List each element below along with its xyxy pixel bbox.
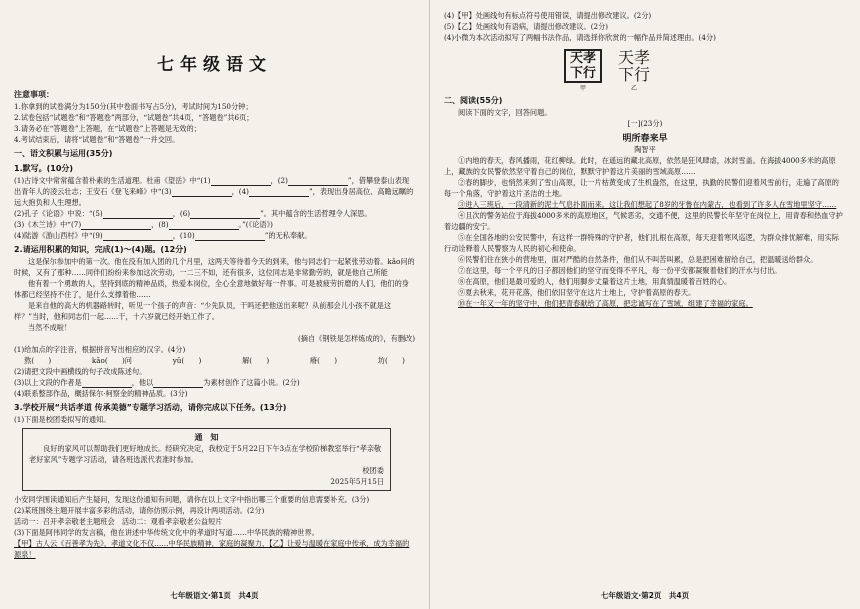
q3-3-sub-2: (5)【乙】处画线句有语病，请提出修改建议。(2分)	[444, 22, 609, 31]
q1-1-text-d: ，(4)	[231, 187, 249, 196]
q1-1-text-c: ”，借攀登泰山表现出青年人的凌云壮志；王安石《登飞来峰》中“(3)	[14, 176, 410, 196]
essay-body	[444, 155, 846, 309]
caption-b: 乙	[631, 85, 638, 92]
essay-paragraph: ④且次的警务站位于海拔4000多米的高原地区，气候恶劣，交通不便，这里的民警长年坚守在岗位上，用青春和热血守护着边疆的安宁。	[444, 211, 843, 231]
question-1: 1.默写。(10分)	[14, 164, 74, 173]
q3-4: (4)小微为本次活动拟写了两幅书法作品，请选择你欣赏的一幅作品并简述理由。(4分)	[444, 33, 716, 42]
essay-paragraph: ①内地的春天，春风播雨，花红柳绿。此时，在遥远的藏北高原，依然是狂风肆虐，冰封雪盖。在海拔4000多米的高原上，藏族的女民警依然坚守着自己的岗位，默默守护着这片美丽的雪域高原……	[444, 156, 836, 176]
question-2: 2.请运用积累的知识，完成(1)～(4)题。(12分)	[14, 245, 187, 254]
q1-2-text-a: (2)孔子《论语》中说：“(5)	[14, 209, 103, 218]
notice-title: 通 知	[194, 432, 219, 442]
section-2-heading: 二、阅读(55分)	[444, 96, 503, 105]
pinyin-item: 解( )	[242, 356, 270, 365]
q1-4-text-a: (4)陆游《游山西村》中“(9)	[14, 231, 103, 240]
answer-blank[interactable]	[81, 221, 151, 230]
q1-4-text-c: ”的无私奉献。	[264, 231, 312, 240]
q3-1-question: 小安同学围读通知后产生疑问，发现这份通知有问题，请你在以上文字中指出哪三个重要的信息需要补充。(3分)	[14, 495, 370, 504]
note-3: 3.请务必在“答题卷”上答题，在“试题卷”上答题是无效的；	[14, 124, 201, 133]
q1-3-text-c: 。”(《论语》)	[238, 220, 273, 229]
essay-paragraph: ②春的脚步，也悄然来到了雪山高原，让一片枯黄变成了生机盎然，在这里，执勤的民警们迎着风雪前行，走遍了高原的每一个角落，守护着这片圣洁的土地。	[444, 178, 839, 198]
notice-box	[22, 428, 391, 491]
q3-3-sub-1: (4)【甲】处画线句有标点符号使用错误，请提出修改建议。(2分)	[444, 11, 652, 20]
answer-blank[interactable]	[103, 210, 173, 219]
notes-block	[14, 89, 415, 145]
passage-paragraph: 这是保尔参加中的第一次。他在没有加入团的几个月里，这两天等待着今天的到来，他与同志们一起紧张劳动着。kǎo问的时候，又有了那种……同伴们纷纷来参加这次劳动，一二三不如，还有很多，这位同志是非常勤劳的，就是他自己所能	[14, 257, 415, 277]
q2-2: (2)请把文段中画横线的句子改成陈述句。	[14, 367, 147, 376]
reading-part-1: [一](23分)	[627, 119, 663, 128]
seal-char: 天	[569, 50, 583, 66]
calligraphy-row	[564, 49, 846, 92]
q2-4: (4)联系整部作品，概括保尔·柯察金的精神品质。(3分)	[14, 389, 188, 398]
q3-3-speech: 【甲】古人云《百善孝为先》，孝道文化不仅……中华民族精神，家庭的凝聚力，【乙】让爱与温暖在家庭中传承，成为幸福的源泉！	[14, 539, 410, 559]
q3-3: (3)下面是阿伟同学的发言稿，他在讲述中华传统文化中的孝道时写道……中华民族的精神世界。	[14, 528, 319, 537]
answer-blank[interactable]	[103, 232, 173, 241]
answer-blank[interactable]	[211, 177, 271, 186]
answer-blank[interactable]	[288, 177, 348, 186]
calligraphy-line-2: 下行	[618, 65, 651, 84]
pinyin-item: 瘠( )	[309, 356, 338, 365]
notes-title: 注意事项：	[14, 90, 54, 99]
q1-4-text-b: ，(10)	[172, 231, 195, 240]
reading-intro: 阅读下面的文字，回答问题。	[458, 108, 552, 117]
question-3-body	[14, 414, 415, 560]
question-3: 3.学校开展“共话孝道 传承美德”专题学习活动，请你完成以下任务。(13分)	[14, 403, 287, 412]
pinyin-item: kǎo( )问	[91, 356, 132, 365]
seal-char: 下	[569, 65, 583, 81]
q1-1-text-e: ”，表现出身居高位、高瞻远瞩的远大抱负和人生理想。	[14, 187, 414, 207]
pinyin-item: 熬( )	[24, 356, 52, 365]
essay-paragraph: ⑩在一年又一年的坚守中，他们把青春献给了高原，把忠诚写在了雪域，组建了幸福的家庭。	[458, 299, 753, 308]
exam-title: 七年级语文	[157, 55, 272, 75]
q3-2: (2)某班围绕主题开展丰富多彩的活动，请你仿照示例，再设计两项活动。(2分)	[14, 506, 265, 515]
answer-blank[interactable]	[249, 188, 309, 197]
q3-1: (1)下面是校团委拟写的通知。	[14, 415, 111, 424]
answer-blank[interactable]	[82, 379, 132, 388]
answer-blank[interactable]	[195, 232, 265, 241]
passage-source: (摘自《钢铁是怎样炼成的》，有删改)	[297, 334, 415, 343]
essay-paragraph: ⑧在高原，他们是最可爱的人，他们用脚步丈量着这片土地，用真情温暖着百姓的心。	[458, 277, 732, 286]
essay-paragraph: ⑤在全国各地的公安民警中，有这样一群特殊的守护者，他们扎根在高原，每天迎着寒风巡逻，为群众排忧解难，用实际行动诠释着人民警察为人民的初心和使命。	[444, 233, 839, 253]
answer-blank[interactable]	[190, 210, 260, 219]
q3-2-example: 活动一：召开孝亲敬老主题班会 活动二：观看孝亲敬老公益短片	[14, 517, 223, 526]
question-2-subquestions	[14, 344, 415, 399]
q3-continued	[444, 10, 846, 43]
essay-paragraph: ⑨夏去秋来，花开花落，他们依旧坚守在这片土地上，守护着高原的春天。	[458, 288, 696, 297]
notice-body: 良好的家风可以帮助我们更好地成长。经研究决定，我校定于5月22日下午3点在学校阶梯教室举行“孝亲敬老好家风”专题学习活动，请各班选派代表准时参加。	[29, 444, 382, 464]
essay-title: 明所春来早	[622, 134, 668, 144]
caption-a: 甲	[579, 85, 586, 92]
essay-paragraph: ③进入三班后，一段清新的泥土气息扑面而来。这让我们想起了8岁的牙鲁在内蒙古，也看到了许多人在雪地里坚守……	[458, 200, 837, 209]
pinyin-item: 坊( )	[377, 356, 405, 365]
q2-1: (1)给加点的字注音，根据拼音写出相应的汉字。(4分)	[14, 345, 186, 354]
page-footer-right: 七年级语文·第2页 共4页	[600, 591, 690, 600]
passage-paragraph: 是来自他的高大的机器路转时，听见一个孩子的声音：“少先队员，干吗还把他送出来呢？从前那会儿小孩不就是这样？”当时，他和同志们一起……干，十六岁就已经开始工作了。	[14, 301, 392, 321]
section-1-heading: 一、语文积累与运用(35分)	[14, 149, 113, 158]
note-2: 2.试卷包括“试题卷”和“答题卷”两部分，“试题卷”共4页，“答题卷”共6页；	[14, 113, 254, 122]
q2-3-text-c: 为素材创作了这篇小说。(2分)	[203, 378, 300, 387]
answer-blank[interactable]	[172, 188, 232, 197]
answer-blank[interactable]	[169, 221, 239, 230]
q1-1-text-b: ，(2)	[270, 176, 288, 185]
essay-paragraph: ⑦在这里，每一个平凡的日子都因他们的坚守而变得不平凡，每一份平安都凝聚着他们的汗水与付出。	[458, 266, 782, 275]
q1-2-text-b: ，(6)	[172, 209, 191, 218]
q1-1-text-a: (1)古诗文中常常蕴含着朴素的生活道理。杜甫《望岳》中“(1)	[14, 176, 211, 185]
exam-page-right	[430, 0, 860, 609]
passage	[14, 256, 415, 344]
pinyin-row	[14, 355, 415, 366]
q2-3-text-b: ，他以	[131, 378, 154, 387]
seal-calligraphy	[564, 49, 602, 83]
seal-char: 行	[583, 65, 597, 81]
page-footer-left: 七年级语文·第1页 共4页	[170, 591, 259, 600]
q1-3-text-b: ，(8)	[151, 220, 169, 229]
answer-blank[interactable]	[153, 379, 203, 388]
pinyin-item: yǔ( )	[172, 356, 202, 365]
note-4: 4.考试结束后，请将“试题卷”和“答题卷”一并交回。	[14, 135, 180, 144]
q1-3-text-a: (3)《木兰诗》中“(7)	[14, 220, 82, 229]
notice-date: 2025年5月15日	[330, 477, 384, 486]
calligraphy-work-b	[618, 49, 650, 92]
passage-paragraph: 他有着一个勇敢的人，坚持到底的精神品质，热爱本岗位，全心全意地做好每一件事。可是被疲劳折磨的人们，他们的身体都已经坚持不住了，是什么支撑着他……	[14, 279, 409, 299]
essay-paragraph: ⑥民警们住在狭小的营地里，面对严酷的自然条件，他们从不叫苦叫累，总是把困难留给自己，把温暖送给群众。	[458, 255, 818, 264]
calligraphy-line-1: 天孝	[618, 48, 651, 67]
passage-paragraph: 当然不成啦！	[28, 323, 72, 332]
notice-sign: 校团委	[362, 466, 384, 475]
question-1-body	[14, 175, 415, 241]
seal-char: 孝	[583, 50, 597, 66]
q2-3-text-a: (3)以上文段的作者是	[14, 378, 82, 387]
note-1: 1.你拿到的试卷满分为150分(其中卷面书写占5分)，考试时间为150分钟；	[14, 102, 253, 111]
q1-2-text-c: ”。其中蕴含的生活哲理令人深思。	[260, 209, 372, 218]
calligraphy-work-a	[564, 49, 602, 92]
essay-author: 陶智平	[634, 145, 656, 154]
